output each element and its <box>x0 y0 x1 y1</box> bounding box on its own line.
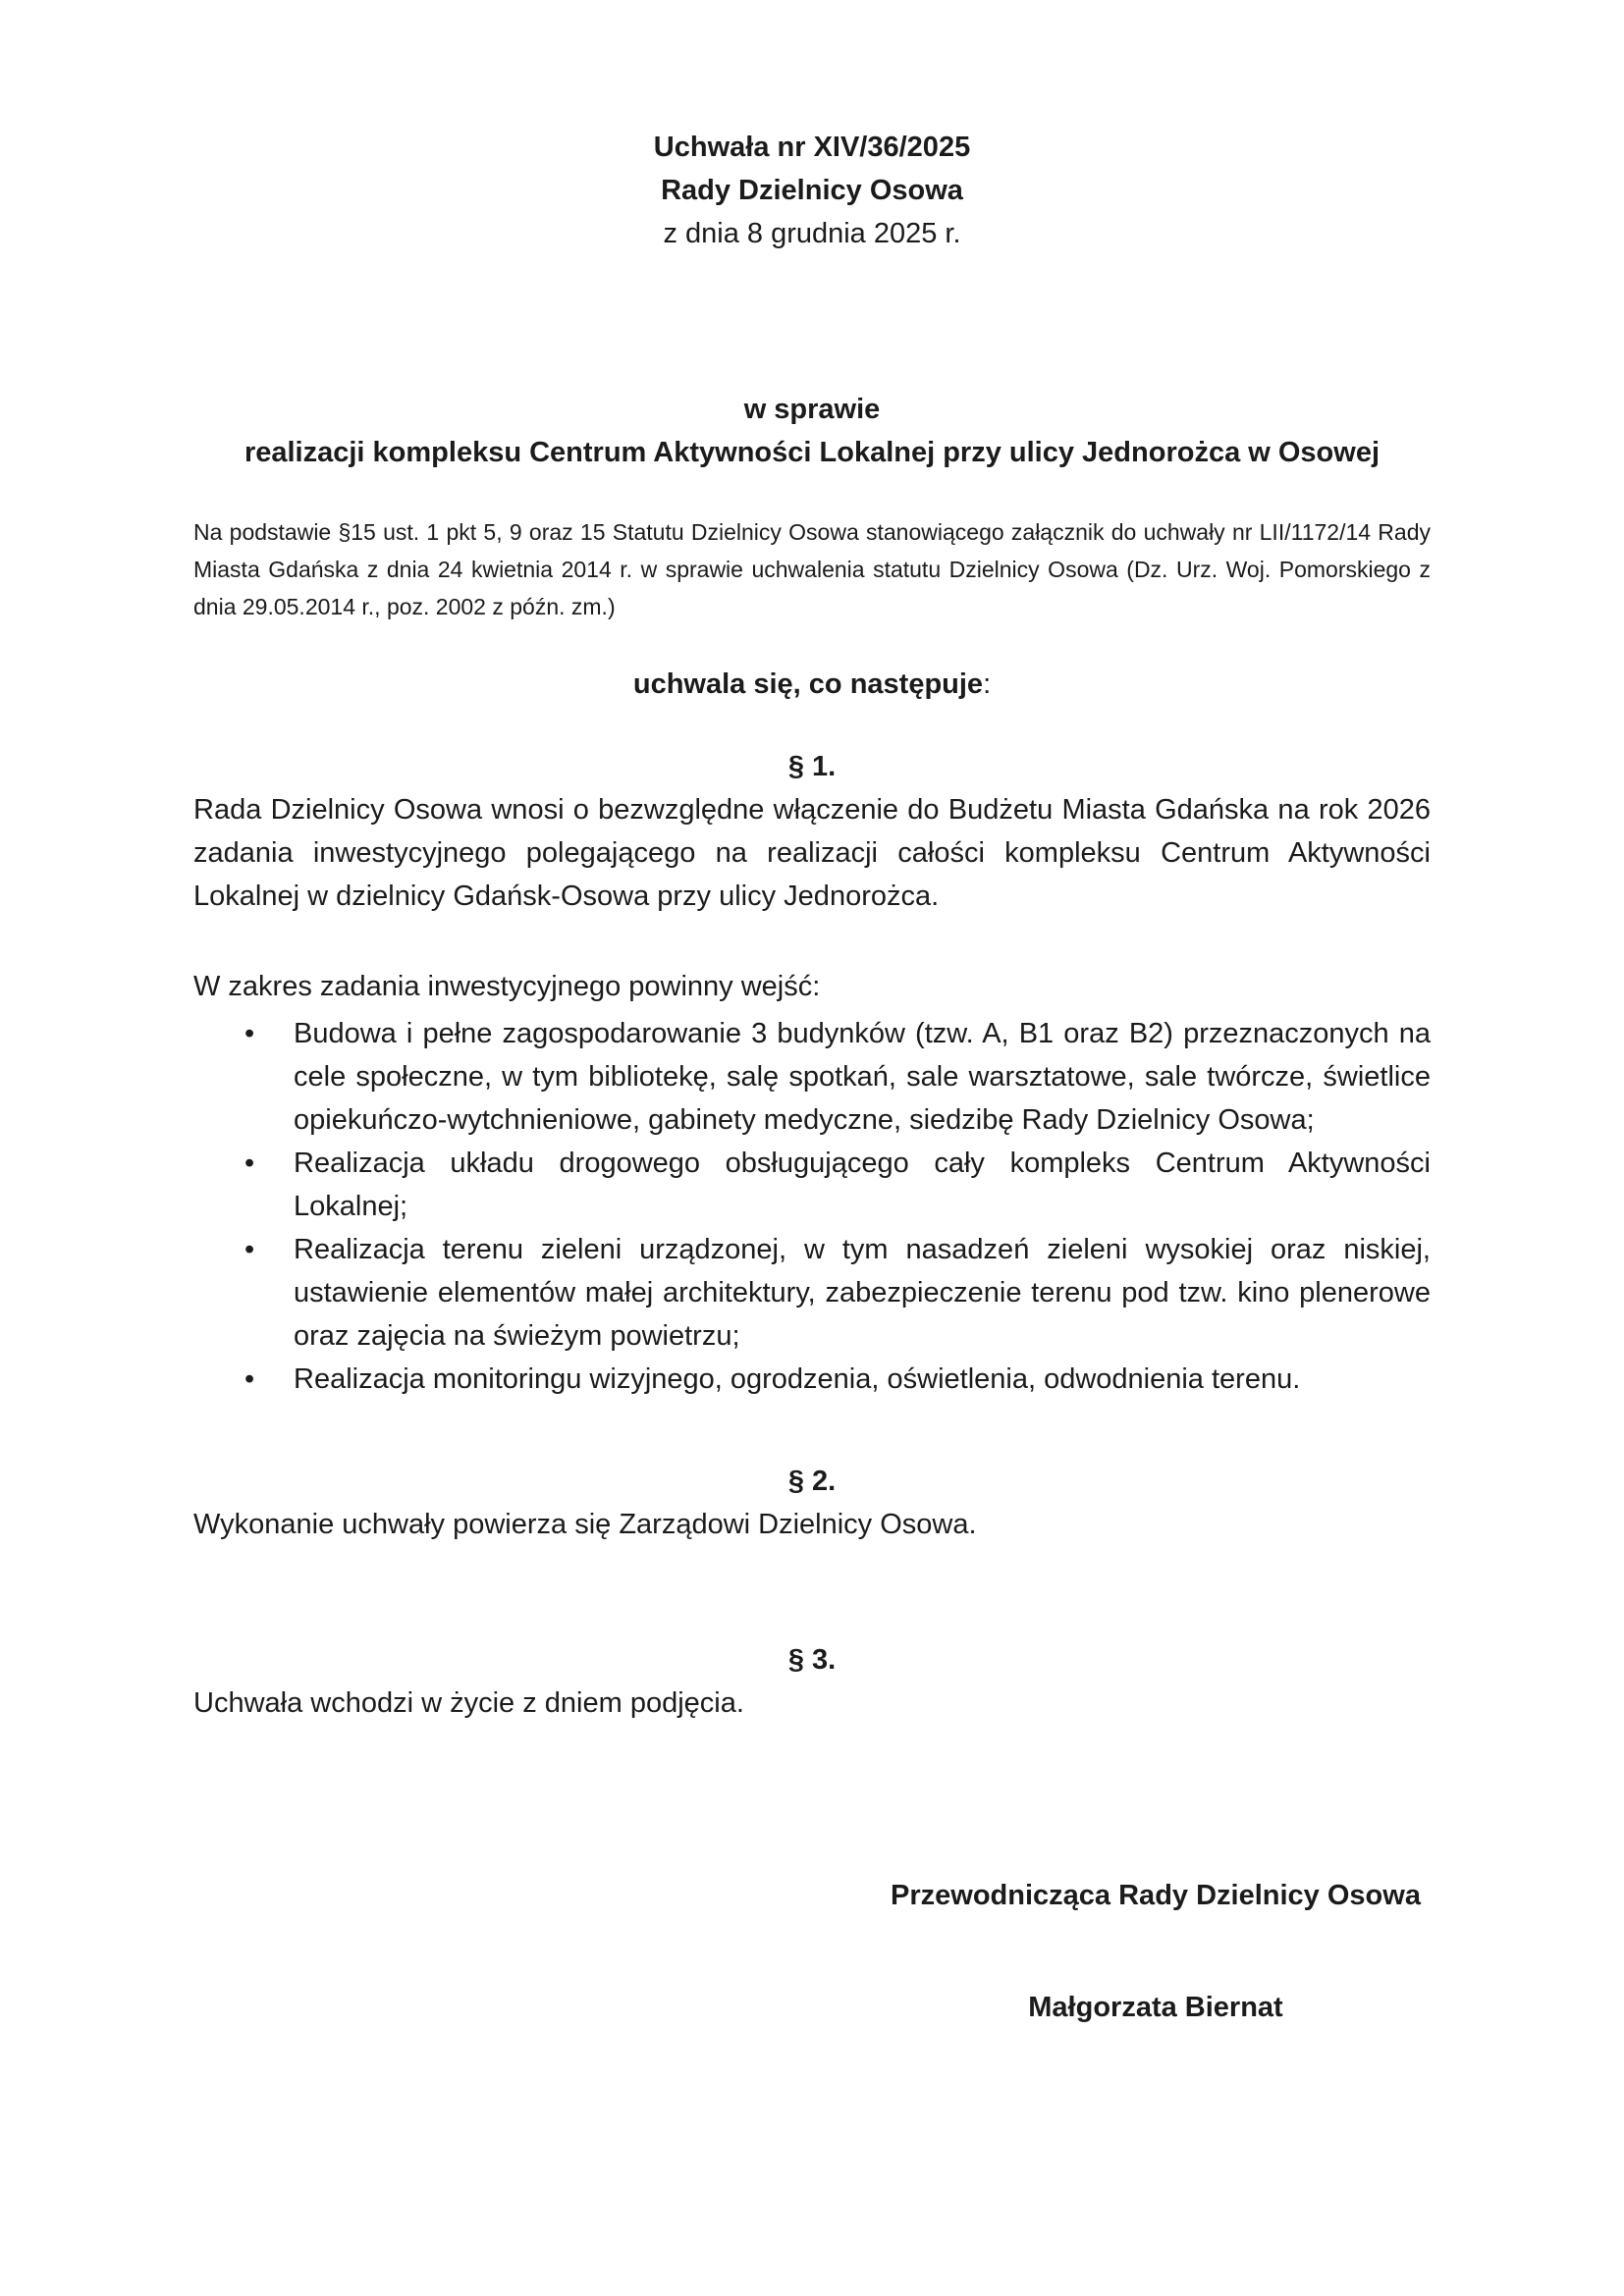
subject-title: realizacji kompleksu Centrum Aktywności Lokalnej przy ulicy Jednorożca w Osowej <box>244 437 1380 468</box>
list-item <box>193 1358 1431 1401</box>
enacting-formula <box>193 663 1431 706</box>
resolution-authority: Rady Dzielnicy Osowa <box>661 175 963 206</box>
list-item <box>193 1228 1431 1358</box>
legal-basis: Na podstawie §15 ust. 1 pkt 5, 9 oraz 15 Statutu Dzielnicy Osowa stanowiącego załącznik do uchwały nr LII/1172/14 Rady Miasta Gdańska z dnia 24 kwietnia 2014 r. w sprawie uchwalenia statutu Dzielnicy Osowa (Dz. Urz. Woj. Pomorskiego z dnia 29.05.2014 r., poz. 2002 z późn. zm.) <box>193 519 1431 619</box>
list-item-text: Realizacja monitoringu wizyjnego, ogrodzenia, oświetlenia, odwodnienia terenu. <box>294 1363 1301 1395</box>
list-item <box>193 1012 1431 1142</box>
subject-block <box>193 388 1431 474</box>
section-3-heading: § 3. <box>787 1644 837 1676</box>
signature-name: Małgorzata Biernat <box>1028 1992 1283 2023</box>
signature-block <box>881 1874 1431 2029</box>
section-2-body: Wykonanie uchwały powierza się Zarządowi Dzielnicy Osowa. <box>193 1509 977 1540</box>
subject-intro: w sprawie <box>743 394 881 425</box>
signature-role: Przewodnicząca Rady Dzielnicy Osowa <box>891 1880 1421 1911</box>
scope-list <box>193 1012 1431 1401</box>
section-1-body: Rada Dzielnicy Osowa wnosi o bezwzględne włączenie do Budżetu Miasta Gdańska na rok 2026 zadania inwestycyjnego polegającego na realizacji całości kompleksu Centrum Aktywności Lokalnej w dzielnicy Gdańsk-Osowa przy ulicy Jednorożca. <box>193 794 1431 912</box>
list-item-text: Budowa i pełne zagospodarowanie 3 budynków (tzw. A, B1 oraz B2) przeznaczonych na cele społeczne, w tym bibliotekę, salę spotkań, sale warsztatowe, sale twórcze, świetlice opiekuńczo-wytchnieniowe, gabinety medyczne, siedzibę Rady Dzielnicy Osowa; <box>294 1018 1431 1136</box>
list-item <box>193 1142 1431 1228</box>
resolution-date: z dnia 8 grudnia 2025 r. <box>663 218 961 249</box>
resolution-header <box>193 126 1431 255</box>
bullet-icon: • <box>244 1018 255 1049</box>
resolution-number: Uchwała nr XIV/36/2025 <box>653 132 971 163</box>
section-3-body: Uchwała wchodzi w życie z dniem podjęcia. <box>193 1687 744 1719</box>
list-item-text: Realizacja układu drogowego obsługującego cały kompleks Centrum Aktywności Lokalnej; <box>294 1148 1431 1222</box>
section-2-heading: § 2. <box>787 1466 837 1497</box>
bullet-icon: • <box>244 1148 255 1179</box>
bullet-icon: • <box>244 1234 255 1265</box>
section-1-heading: § 1. <box>787 751 837 782</box>
scope-intro: W zakres zadania inwestycyjnego powinny wejść: <box>193 971 821 1002</box>
bullet-icon: • <box>244 1363 255 1395</box>
list-item-text: Realizacja terenu zieleni urządzonej, w tym nasadzeń zieleni wysokiej oraz niskiej, ustawienie elementów małej architektury, zabezpieczenie terenu pod tzw. kino plenerowe oraz zajęcia na świeżym powietrzu; <box>294 1234 1431 1352</box>
enacting-formula-colon: : <box>983 668 992 700</box>
enacting-formula-text: uchwala się, co następuje <box>632 668 984 700</box>
